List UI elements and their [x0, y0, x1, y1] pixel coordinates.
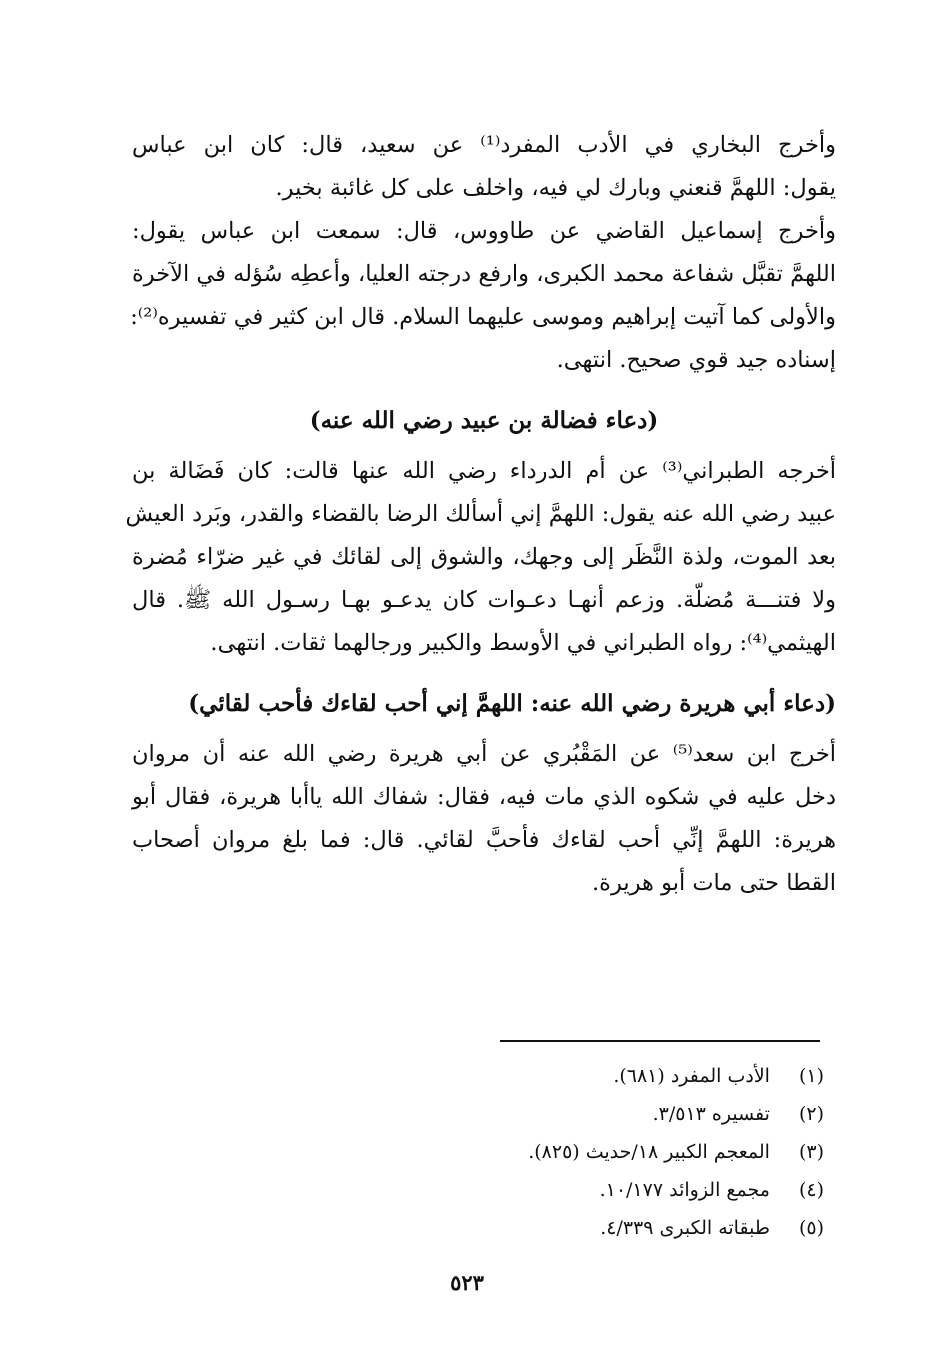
text-line: وأخرج البخاري في الأدب المفرد⁽¹⁾ عن سعيد، قال: كان ابن عباس	[132, 132, 836, 158]
section-heading-abu-hurayra: (دعاء أبي هريرة رضي الله عنه: اللهمَّ إني أحب لقاءك فأحب لقائي)	[188, 690, 836, 717]
footnote-item	[528, 1133, 824, 1171]
text-line: بعد الموت، ولذة النَّظَر إلى وجهك، والشوق إلى لقائك في غير ضرّاء مُضرة	[132, 544, 836, 570]
text-line: والأولى كما آتيت إبراهيم وموسى عليهما السلام. قال ابن كثير في تفسيره⁽²⁾:	[130, 304, 836, 330]
text-line: الهيثمي⁽⁴⁾: رواه الطبراني في الأوسط والكبير ورجالهما ثقات. انتهى.	[210, 630, 836, 656]
footnote-item	[528, 1209, 824, 1247]
page-number: ٥٢٣	[450, 1270, 484, 1295]
footnote-text: الأدب المفرد (٦٨١).	[613, 1065, 770, 1087]
text-line: ولا فتنـــة مُضلّة. وزعم أنهـا دعـوات كان يدعـو بهـا رسـول الله ﷺ. قال	[132, 587, 836, 613]
footnote-number: (٥)	[798, 1217, 824, 1239]
footnote-number: (٤)	[798, 1179, 824, 1201]
text-line: إسناده جيد قوي صحيح. انتهى.	[556, 347, 836, 373]
text-line: اللهمَّ تقبَّل شفاعة محمد الكبرى، وارفع درجته العليا، وأعطِه سُؤله في الآخرة	[132, 261, 836, 287]
footnote-item	[528, 1171, 824, 1209]
text-line: يقول: اللهمَّ قنعني وبارك لي فيه، واخلف على كل غائبة بخير.	[275, 175, 836, 201]
footnote-text: طبقاته الكبرى ٤/٣٣٩.	[600, 1217, 770, 1239]
footnote-number: (٣)	[798, 1141, 824, 1163]
footnote-number: (١)	[798, 1065, 824, 1087]
footnote-item	[528, 1057, 824, 1095]
paragraph-ibn-abbas	[132, 124, 836, 382]
text-line: القطا حتى مات أبو هريرة.	[592, 870, 836, 896]
page-body	[125, 124, 837, 905]
footnote-text: تفسيره ٣/٥١٣.	[652, 1103, 770, 1125]
section-heading-fadala: (دعاء فضالة بن عبيد رضي الله عنه)	[309, 407, 659, 434]
footnote-text: مجمع الزوائد ١٠/١٧٧.	[599, 1179, 770, 1201]
footnote-text: المعجم الكبير ١٨/حديث (٨٢٥).	[528, 1141, 770, 1163]
paragraph-fadala	[125, 450, 836, 665]
text-line: عبيد رضي الله عنه يقول: اللهمَّ إني أسألك الرضا بالقضاء والقدر، وبَرد العيش	[125, 501, 836, 527]
text-line: هريرة: اللهمَّ إنِّي أحب لقاءك فأحبَّ لقائي. قال: فما بلغ مروان أصحاب	[132, 827, 836, 853]
paragraph-abu-hurayra	[132, 733, 836, 905]
text-line: وأخرج إسماعيل القاضي عن طاووس، قال: سمعت ابن عباس يقول:	[132, 218, 836, 244]
footnote-item	[528, 1095, 824, 1133]
text-line: أخرج ابن سعد⁽⁵⁾ عن المَقْبُري عن أبي هريرة رضي الله عنه أن مروان	[132, 741, 837, 767]
footnote-number: (٢)	[798, 1103, 824, 1125]
text-line: أخرجه الطبراني⁽³⁾ عن أم الدرداء رضي الله عنها قالت: كان فَضَالة بن	[132, 458, 836, 484]
footnotes	[528, 1057, 824, 1247]
footnote-divider	[500, 1040, 820, 1042]
text-line: دخل عليه في شكوه الذي مات فيه، فقال: شفاك الله ياأبا هريرة، فقال أبو	[132, 784, 836, 810]
